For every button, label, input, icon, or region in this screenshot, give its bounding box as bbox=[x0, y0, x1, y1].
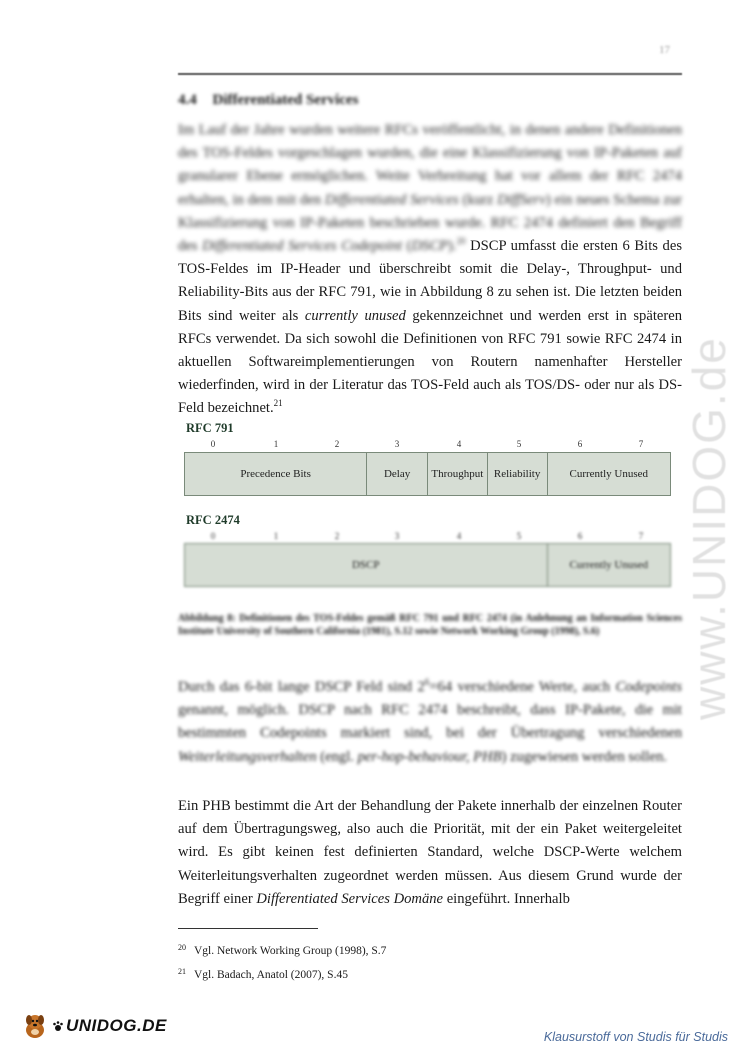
bit-number: 1 bbox=[273, 439, 279, 449]
rfc791-bit-numbers bbox=[185, 439, 671, 453]
footnote-21 bbox=[178, 967, 348, 981]
bit-number: 7 bbox=[638, 531, 644, 541]
bit-number: 5 bbox=[516, 531, 522, 541]
bit-number: 7 bbox=[638, 439, 644, 449]
footnote-20 bbox=[178, 943, 386, 957]
bit-number: 0 bbox=[210, 439, 216, 449]
rfc2474-label: RFC 2474 bbox=[186, 513, 240, 527]
bit-number: 3 bbox=[394, 439, 400, 449]
rfc791-field-table bbox=[184, 452, 671, 496]
header-rule bbox=[178, 73, 682, 75]
section-heading bbox=[178, 92, 358, 109]
bit-number: 5 bbox=[516, 439, 522, 449]
field-throughput: Throughput bbox=[428, 453, 488, 495]
bit-number: 3 bbox=[394, 531, 400, 541]
paragraph-1 bbox=[178, 119, 682, 421]
field-reliability: Reliability bbox=[488, 453, 548, 495]
rfc791-label: RFC 791 bbox=[186, 421, 234, 435]
field-dscp: DSCP bbox=[185, 544, 548, 586]
logo-text: UNIDOG.DE bbox=[66, 1016, 167, 1035]
footnote-number: 21 bbox=[178, 967, 186, 976]
bit-number: 4 bbox=[456, 531, 462, 541]
bit-number: 2 bbox=[334, 531, 340, 541]
unidog-logo bbox=[20, 1012, 167, 1040]
footnote-rule bbox=[178, 928, 318, 929]
paragraph-1-clear: DSCP umfasst die ersten 6 Bits des TOS-Feldes im IP-Header und überschreibt somit die Delay-, Throughput- und Reliability-Bits aus der RFC 791, wie in Abbildung 8 zu sehen ist. Die letzten beiden Bits sind weiter als currently unused gekennzeichnet und werden erst in späteren RFCs verwendet. Da sich sowohl die Definitionen von RFC 791 sowie RFC 2474 in aktuellen Softwareimplementierungen von Routern namenhafter Hersteller wiederfinden, wird in der Literatur das TOS-Feld auch als TOS/DS- oder nur als DS-Feld bezeichnet.$^{21}$ bbox=[178, 238, 682, 417]
figure-caption: Abbildung 8: Definitionen des TOS-Feldes gemäß RFC 791 und RFC 2474 (in Anlehnung an Information Sciences Institute University of Southern California (1981), S.12 sowie Network Working Group (1998), S.6) bbox=[178, 613, 682, 637]
page-number: 17 bbox=[659, 44, 670, 56]
bit-number: 2 bbox=[334, 439, 340, 449]
bit-number: 4 bbox=[456, 439, 462, 449]
field-delay: Delay bbox=[367, 453, 428, 495]
field-currently-unused: Currently Unused bbox=[548, 544, 671, 586]
footnote-text: Vgl. Network Working Group (1998), S.7 bbox=[194, 945, 387, 957]
bit-number: 1 bbox=[273, 531, 279, 541]
paragraph-2: Durch das 6-bit lange DSCP Feld sind $2^6=64$ verschiedene Werte, auch Codepoints genannt, möglich. DSCP nach RFC 2474 beschreibt, dass IP-Pakete, die mit bestimmten Codepoints markiert sind, bei der Übertragung verschiedenen Weiterleitungsverhalten (engl. per-hop-behaviour, PHB) zugewiesen werden sollen. bbox=[178, 677, 682, 765]
footnote-number: 20 bbox=[178, 943, 186, 952]
paragraph-3: Ein PHB bestimmt die Art der Behandlung der Pakete innerhalb der einzelnen Router auf dem Übertragungsweg, also auch die Priorität, mit der ein Paket weitergeleitet wird. Es gibt keinen fest definierten Standard, welche DSCP-Werte welchem Weiterleitungsverhalten zugeordnet werden müssen. Aus diesem Grund wurde der Begriff einer Differentiated Services Domäne eingeführt. Innerhalb bbox=[178, 798, 682, 907]
paragraph-1-blurred: Im Lauf der Jahre wurden weitere RFCs veröffentlicht, in denen andere Definitionen des TOS-Feldes vorgeschlagen wurden, die eine Klassifizierung von IP-Paketen auf granularer Ebene ermöglichen. Weite Verbreitung hat vor allem der RFC 2474 erhalten, in dem mit den Differentiated Services (kurz DiffServ) ein neues Schema zur Klassifizierung von IP-Paketen beschrieben wurde. RFC 2474 definiert den Begriff des Differentiated Services Codepoint (DSCP).$^{20}$ bbox=[178, 122, 682, 255]
bit-number: 6 bbox=[577, 439, 583, 449]
bit-number: 0 bbox=[210, 531, 216, 541]
footnote-text: Vgl. Badach, Anatol (2007), S.45 bbox=[194, 969, 348, 981]
field-precedence-bits: Precedence Bits bbox=[185, 453, 367, 495]
dog-mascot-icon bbox=[20, 1012, 50, 1040]
paw-icon bbox=[52, 1020, 64, 1032]
section-number: 4.4 bbox=[178, 92, 197, 108]
field-currently-unused: Currently Unused bbox=[548, 453, 670, 495]
watermark: www.UNIDOG.de bbox=[683, 336, 735, 720]
section-title: Differentiated Services bbox=[212, 92, 359, 108]
footer-slogan: Klausurstoff von Studis für Studis bbox=[543, 1030, 728, 1044]
rfc2474-field-table bbox=[184, 543, 671, 587]
bit-number: 6 bbox=[577, 531, 583, 541]
